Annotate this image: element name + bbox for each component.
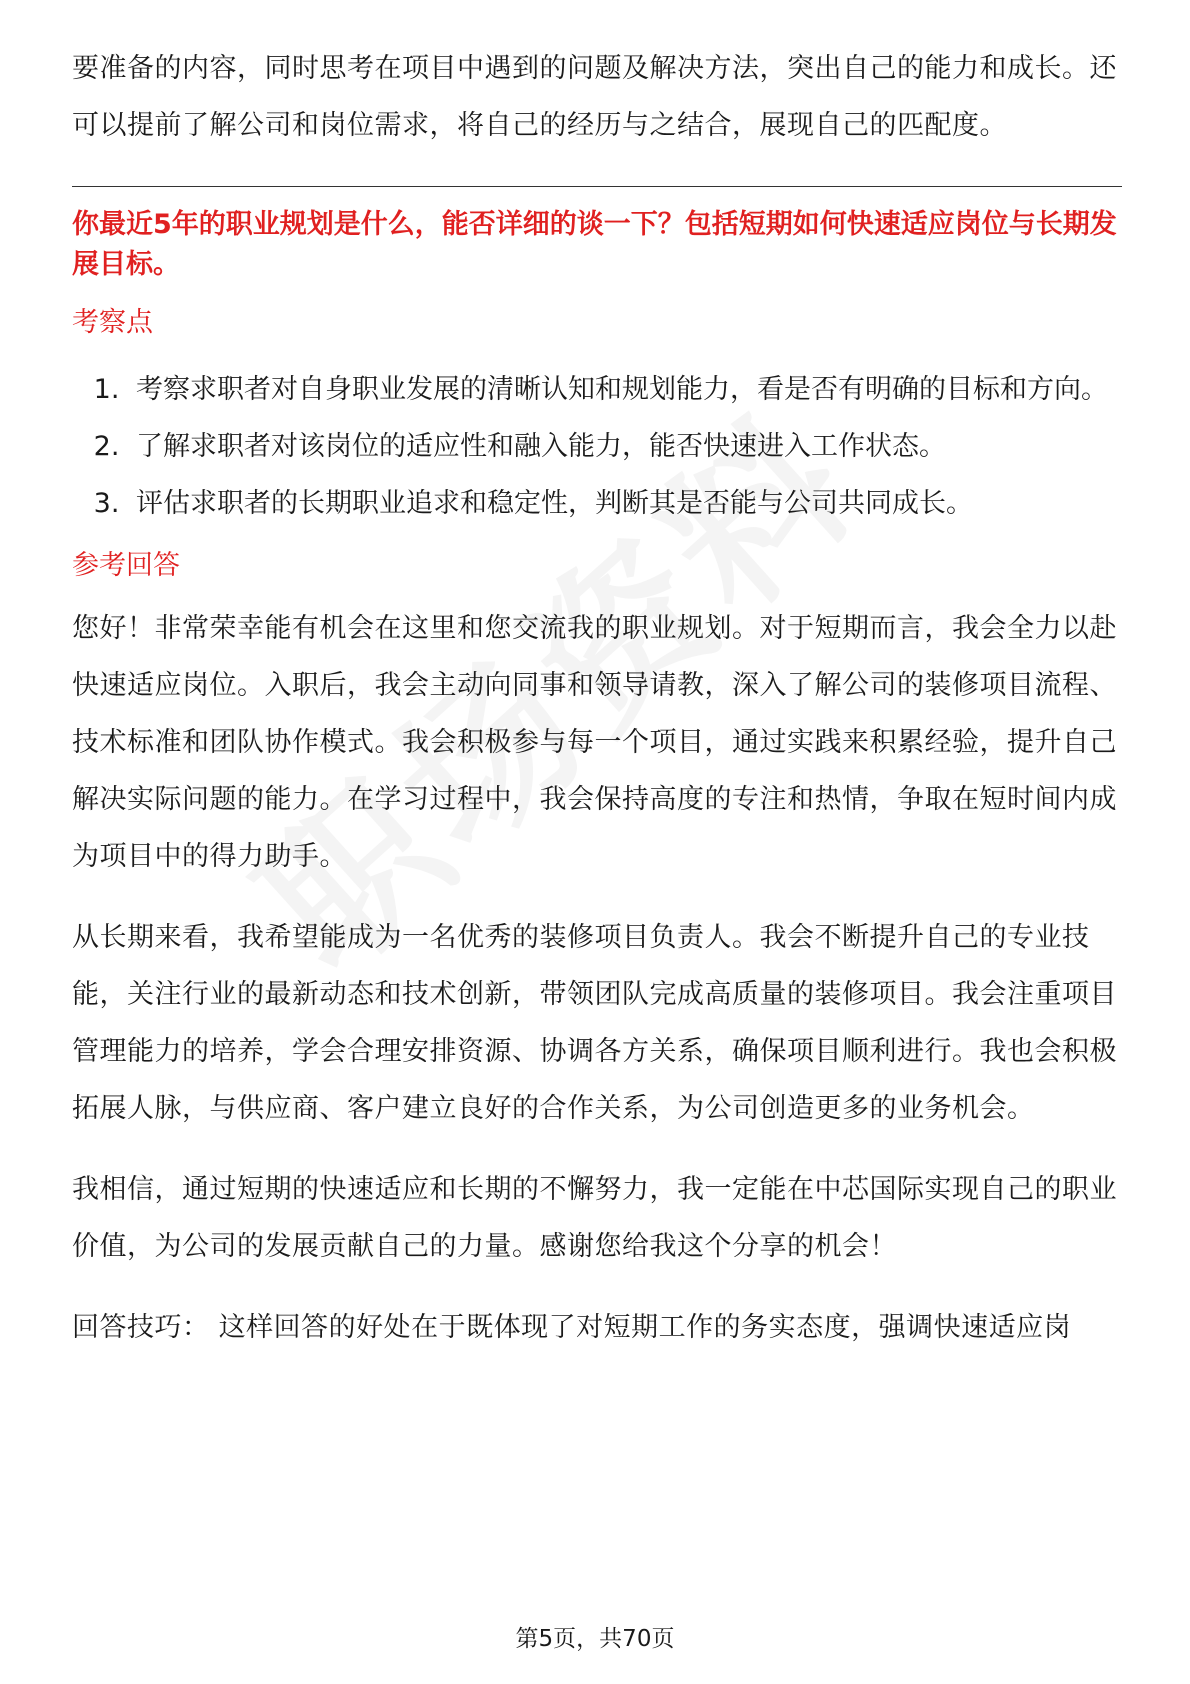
- tip-paragraph: [72, 1299, 1122, 1356]
- answer-paragraph-1: 您好！非常荣幸能有机会在这里和您交流我的职业规划。对于短期而言，我会全力以赴快速适应岗位。入职后，我会主动向同事和领导请教，深入了解公司的装修项目流程、技术标准和团队协作模式。我会积极参与每一个项目，通过实践来积累经验，提升自己解决实际问题的能力。在学习过程中，我会保持高度的专注和热情，争取在短时间内成为项目中的得力助手。: [72, 613, 1117, 872]
- answer-paragraph-2: 从长期来看，我希望能成为一名优秀的装修项目负责人。我会不断提升自己的专业技能，关注行业的最新动态和技术创新，带领团队完成高质量的装修项目。我会注重项目管理能力的培养，学会合理安排资源、协调各方关系，确保项目顺利进行。我也会积极拓展人脉，与供应商、客户建立良好的合作关系，为公司创造更多的业务机会。: [72, 922, 1117, 1124]
- list-item: 3. 评估求职者的长期职业追求和稳定性，判断其是否能与公司共同成长。: [128, 475, 1122, 532]
- intro-paragraph: 要准备的内容，同时思考在项目中遇到的问题及解决方法，突出自己的能力和成长。还可以提前了解公司和岗位需求，将自己的经历与之结合，展现自己的匹配度。: [72, 53, 1117, 141]
- answer-paragraph-3: 我相信，通过短期的快速适应和长期的不懈努力，我一定能在中芯国际实现自己的职业价值，为公司的发展贡献自己的力量。感谢您给我这个分享的机会！: [72, 1174, 1117, 1262]
- answer-label: 参考回答: [72, 550, 180, 581]
- question-heading: 你最近5年的职业规划是什么，能否详细的谈一下？包括短期如何快速适应岗位与长期发展目标。: [72, 209, 1117, 280]
- tip-text: 这样回答的好处在于既体现了对短期工作的务实态度，强调快速适应岗: [218, 1312, 1072, 1343]
- tip-label: 回答技巧：: [72, 1312, 210, 1343]
- list-item: 1. 考察求职者对自身职业发展的清晰认知和规划能力，看是否有明确的目标和方向。: [128, 361, 1122, 418]
- page-footer: 第5页，共70页: [515, 1626, 675, 1652]
- page-content: [72, 40, 1122, 1356]
- list-item: 2. 了解求职者对该岗位的适应性和融入能力，能否快速进入工作状态。: [128, 418, 1122, 475]
- key-points-label: 考察点: [72, 307, 153, 338]
- key-points-list: [72, 361, 1122, 532]
- section-divider: [72, 186, 1122, 187]
